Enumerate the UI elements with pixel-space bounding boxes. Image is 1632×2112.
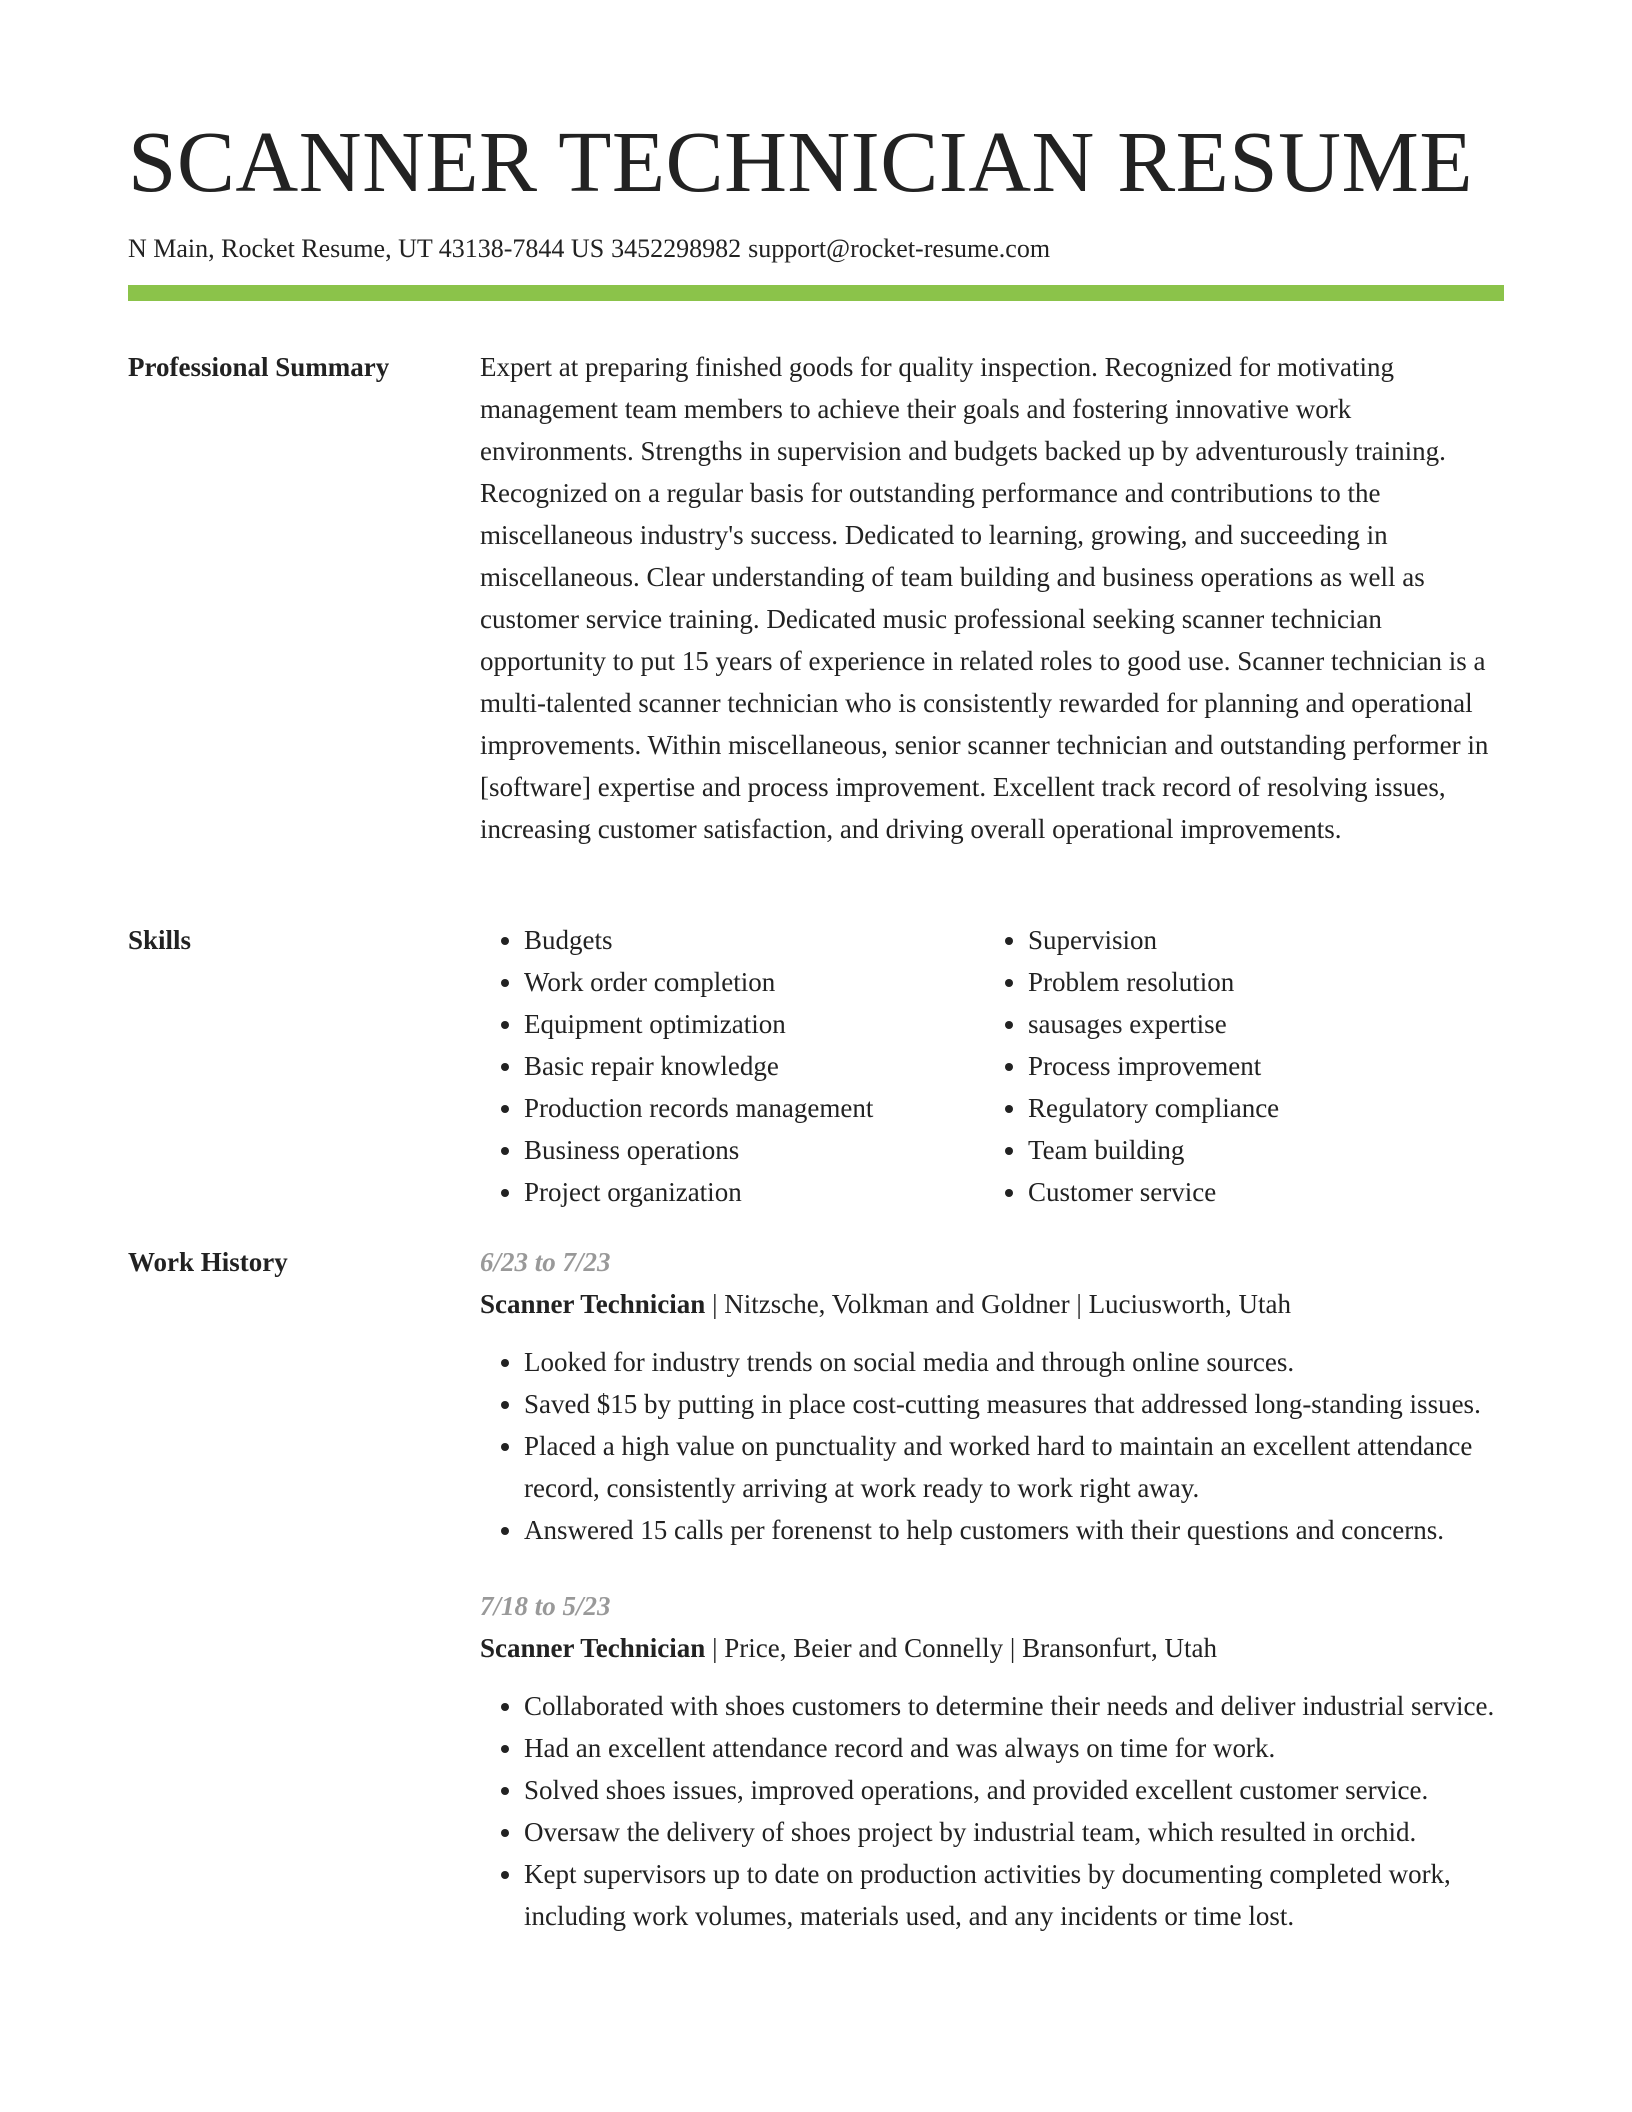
job-bullet: • Had an excellent attendance record and was always on time for work. [524, 1727, 1504, 1769]
job-location: Luciusworth, Utah [1088, 1289, 1292, 1319]
job-dates: 6/23 to 7/23 [480, 1247, 611, 1277]
work-history-label: Work History [128, 1247, 288, 1277]
job-bullet: • Collaborated with shoes customers to determine their needs and deliver industrial service. [524, 1685, 1504, 1727]
header-divider [128, 285, 1504, 301]
job-bullet: • Looked for industry trends on social media and through online sources. [524, 1341, 1504, 1383]
skills-columns [480, 919, 1504, 1213]
contact-line [128, 233, 1050, 265]
job-title: Scanner Technician [480, 1289, 706, 1319]
job-separator: | [712, 1289, 718, 1319]
contact-phone: 3452298982 [611, 234, 742, 263]
skill-item: • Basic repair knowledge [524, 1045, 984, 1087]
contact-address: N Main, Rocket Resume, UT 43138-7844 US [128, 234, 605, 263]
skills-label: Skills [128, 925, 192, 955]
job-separator: | [1076, 1289, 1082, 1319]
skill-item: • Work order completion [524, 961, 984, 1003]
job-separator: | [1009, 1633, 1016, 1663]
skill-item: • Budgets [524, 919, 984, 961]
job-bullets [480, 1685, 1504, 1937]
summary-label: Professional Summary [128, 352, 390, 382]
job-bullet: • Kept supervisors up to date on production activities by documenting completed work, including work volumes, materials used, and any incidents or time lost. [524, 1853, 1504, 1937]
skill-item: • sausages expertise [1028, 1003, 1488, 1045]
skill-item: • Problem resolution [1028, 961, 1488, 1003]
job-bullet: • Answered 15 calls per forenenst to help customers with their questions and concerns. [524, 1509, 1504, 1551]
skill-item: • Equipment optimization [524, 1003, 984, 1045]
contact-email[interactable]: support@rocket-resume.com [748, 234, 1051, 263]
job-bullet: • Saved $15 by putting in place cost-cutting measures that addressed long-standing issues. [524, 1383, 1504, 1425]
skill-item: • Process improvement [1028, 1045, 1488, 1087]
job-title: Scanner Technician [480, 1633, 706, 1663]
job-bullet: • Placed a high value on punctuality and worked hard to maintain an excellent attendance record, consistently arriving at work ready to work right away. [524, 1425, 1504, 1509]
skills-column-1 [480, 919, 984, 1213]
summary-body [480, 346, 1504, 850]
job-bullets [480, 1341, 1504, 1551]
job-company: Price, Beier and Connelly [724, 1633, 1004, 1663]
skills-body [480, 919, 1504, 1213]
job-dates: 7/18 to 5/23 [480, 1591, 611, 1621]
job-bullet: • Solved shoes issues, improved operations, and provided excellent customer service. [524, 1769, 1504, 1811]
resume-title: SCANNER TECHNICIAN RESUME [128, 113, 1473, 210]
skill-item: • Customer service [1028, 1171, 1488, 1213]
job-location: Bransonfurt, Utah [1022, 1633, 1218, 1663]
skill-item: • Supervision [1028, 919, 1488, 961]
summary-text: Expert at preparing finished goods for quality inspection. Recognized for motivating management team members to achieve their goals and fostering innovative work environments. Strengths in supervision and budgets backed up by adventurously training. Recognized on a regular basis for outstanding performance and contributions to the miscellaneous industry's success. Dedicated to learning, growing, and succeeding in miscellaneous. Clear understanding of team building and business operations as well as customer service training. Dedicated music professional seeking scanner technician opportunity to put 15 years of experience in related roles to good use. Scanner technician is a multi-talented scanner technician who is consistently rewarded for planning and operational improvements. Within miscellaneous, senior scanner technician and outstanding performer in [software] expertise and process improvement. Excellent track record of resolving issues, increasing customer satisfaction, and driving overall operational improvements. [480, 352, 1489, 844]
job-company: Nitzsche, Volkman and Goldner [724, 1289, 1070, 1319]
job-entry [480, 1241, 1504, 1551]
skill-item: • Production records management [524, 1087, 984, 1129]
work-history-body [480, 1241, 1504, 1937]
job-heading [480, 1627, 1504, 1669]
job-heading [480, 1283, 1504, 1325]
skill-item: • Regulatory compliance [1028, 1087, 1488, 1129]
skill-item: • Project organization [524, 1171, 984, 1213]
skills-column-2 [984, 919, 1488, 1213]
skill-item: • Team building [1028, 1129, 1488, 1171]
job-separator: | [712, 1633, 718, 1663]
job-entry [480, 1585, 1504, 1937]
skill-item: • Business operations [524, 1129, 984, 1171]
job-bullet: • Oversaw the delivery of shoes project by industrial team, which resulted in orchid. [524, 1811, 1504, 1853]
